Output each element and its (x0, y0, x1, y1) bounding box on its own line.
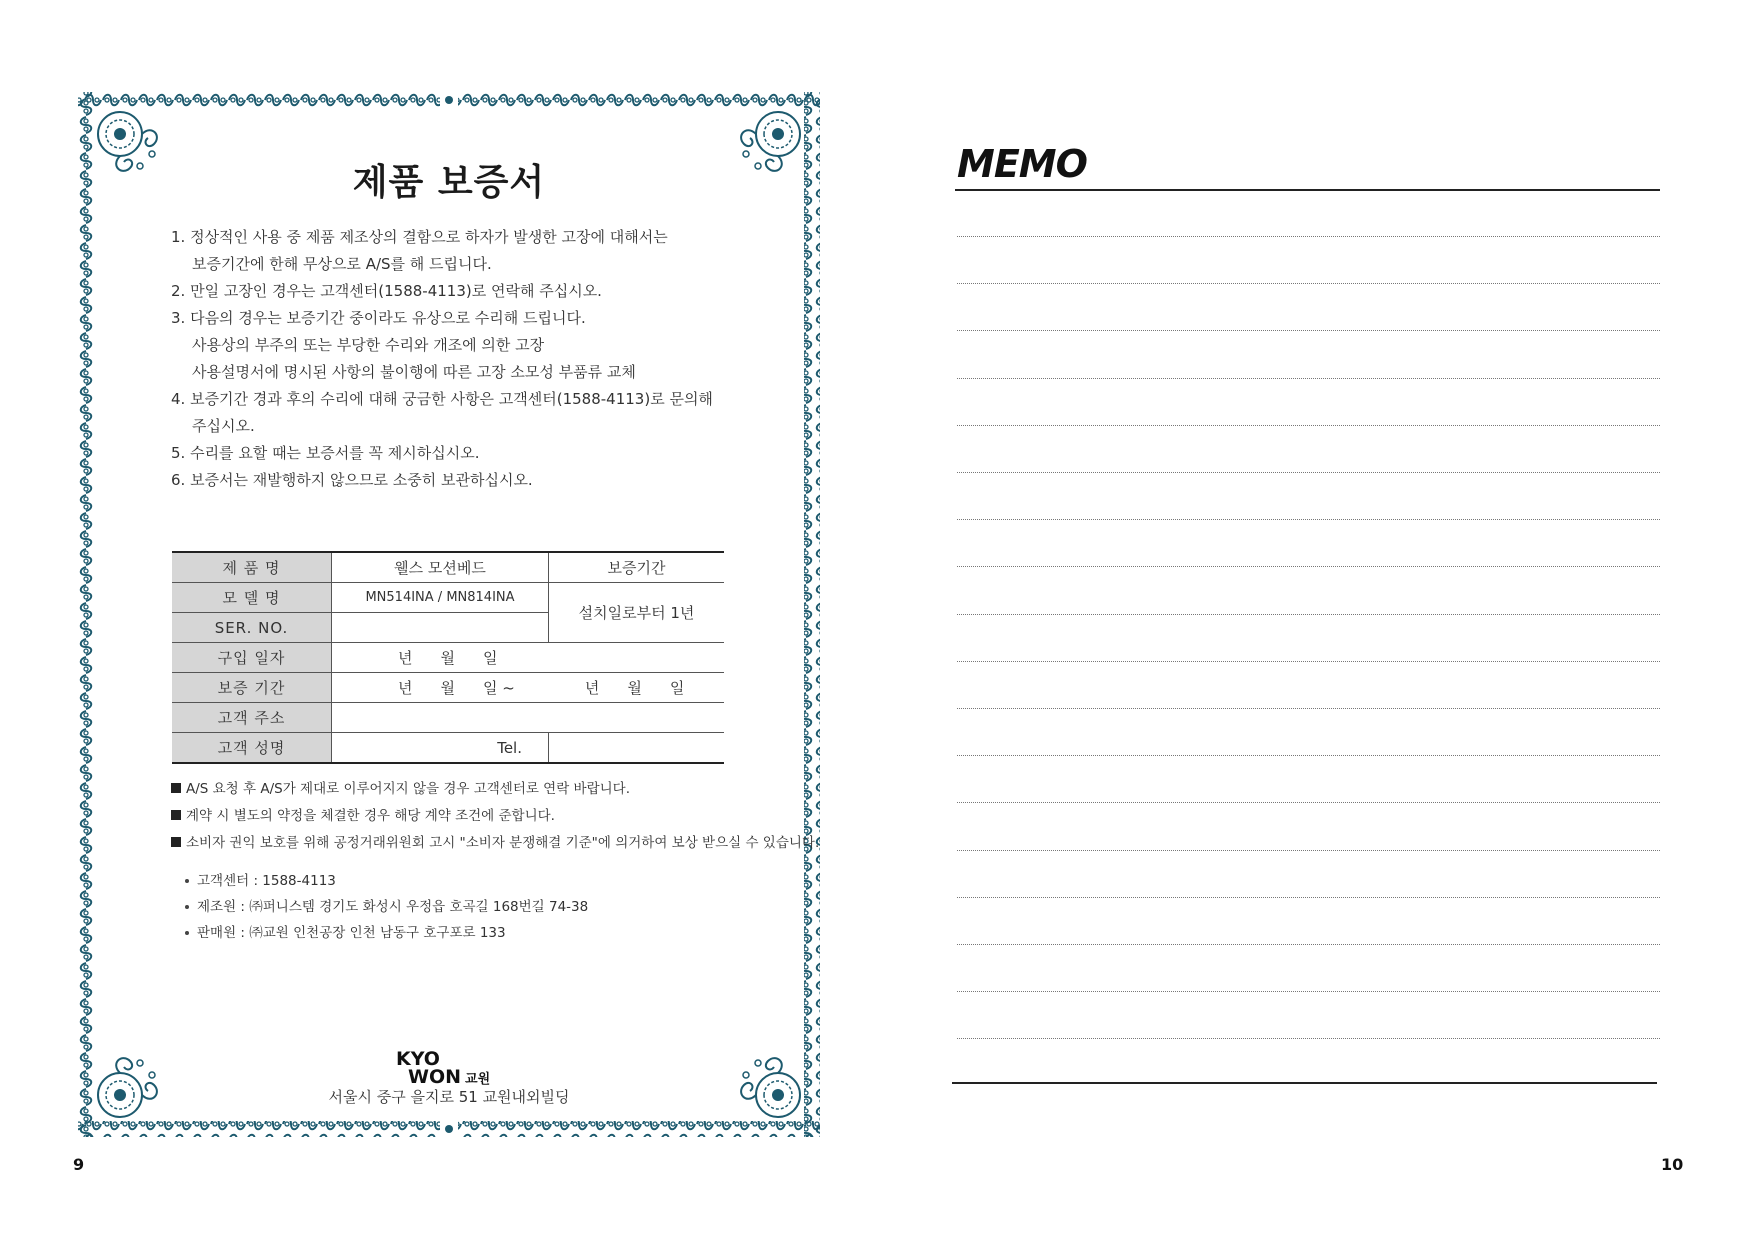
memo-writing-line[interactable] (957, 802, 1660, 803)
table-row (172, 673, 724, 703)
notice-text: 계약 시 별도의 약정을 체결한 경우 해당 계약 조건에 준합니다. (186, 808, 555, 824)
table-row (172, 703, 724, 733)
memo-writing-line[interactable] (957, 755, 1660, 756)
term-line: 3. 다음의 경우는 보증기간 중이라도 유상으로 수리해 드립니다. (171, 309, 586, 327)
memo-writing-line[interactable] (957, 519, 1660, 520)
day-text: 일 (483, 649, 498, 667)
bullet-icon (185, 905, 189, 909)
year-text: 년 (584, 679, 600, 697)
logo-korean: 교원 (465, 1072, 491, 1087)
page-number-left: 9 (73, 1155, 85, 1174)
kyowon-logo (396, 1050, 490, 1089)
product-name-value: 웰스 모션베드 (332, 552, 549, 583)
purchase-date-label: 구입 일자 (172, 643, 332, 673)
memo-writing-line[interactable] (957, 944, 1660, 945)
memo-writing-line[interactable] (957, 236, 1660, 237)
contact-text: 고객센터 : 1588-4113 (197, 873, 336, 889)
product-name-label: 제 품 명 (172, 552, 332, 583)
warranty-dates-label: 보증 기간 (172, 673, 332, 703)
day-text: 일 (669, 679, 685, 697)
company-address: 서울시 중구 을지로 51 교원내외빌딩 (328, 1088, 570, 1106)
notice-item (171, 830, 819, 857)
contact-text: 판매원 : ㈜교원 인천공장 인천 남동구 호구포로 133 (197, 925, 506, 941)
customer-address-label: 고객 주소 (172, 703, 332, 733)
table-row (172, 733, 724, 764)
term-line: 보증기간에 한해 무상으로 A/S를 해 드립니다. (192, 255, 492, 273)
term-line: 사용설명서에 명시된 사항의 불이행에 따른 고장 소모성 부품류 교체 (192, 363, 636, 381)
notices (171, 776, 819, 857)
year-text: 년 (398, 679, 413, 697)
day-text: 일 ~ (483, 679, 515, 697)
contact-item (185, 868, 588, 894)
month-text: 월 (627, 679, 642, 697)
memo-writing-line[interactable] (957, 991, 1660, 992)
square-bullet-icon (171, 837, 181, 847)
model-name-value: MN514INA / MN814INA (332, 583, 549, 613)
warranty-period-value: 설치일로부터 1년 (549, 583, 725, 643)
contact-item (185, 894, 588, 920)
logo-line-1: KYO (396, 1048, 440, 1070)
purchase-date-field[interactable] (332, 643, 725, 673)
serial-number-field[interactable] (332, 613, 549, 643)
customer-tel-field[interactable] (549, 733, 725, 764)
term-line: 6. 보증서는 재발행하지 않으므로 소중히 보관하십시오. (171, 471, 533, 489)
warranty-info-table (172, 551, 724, 764)
memo-title: MEMO (957, 142, 1087, 186)
term-line: 5. 수리를 요할 때는 보증서를 꼭 제시하십시오. (171, 444, 480, 462)
term-line: 주십시오. (192, 417, 255, 435)
logo-line-2: WON (408, 1066, 462, 1088)
notice-item (171, 803, 819, 830)
notice-text: 소비자 권익 보호를 위해 공정거래위원회 고시 "소비자 분쟁해결 기준"에 의거하여 보상 받으실 수 있습니다. (186, 835, 820, 851)
memo-writing-line[interactable] (957, 897, 1660, 898)
table-row (172, 643, 724, 673)
customer-address-field[interactable] (332, 703, 725, 733)
warranty-dates-field[interactable] (332, 673, 725, 703)
square-bullet-icon (171, 783, 181, 793)
memo-writing-line[interactable] (957, 661, 1660, 662)
memo-writing-line[interactable] (957, 708, 1660, 709)
month-text: 월 (440, 649, 455, 667)
page-number-right: 10 (1661, 1155, 1684, 1174)
model-name-label: 모 델 명 (172, 583, 332, 613)
contact-item (185, 920, 588, 946)
memo-writing-line[interactable] (957, 378, 1660, 379)
memo-writing-line[interactable] (957, 1038, 1660, 1039)
term-line: 4. 보증기간 경과 후의 수리에 대해 궁금한 사항은 고객센터(1588-4113)로 문의해 (171, 390, 713, 408)
bullet-icon (185, 931, 189, 935)
notice-text: A/S 요청 후 A/S가 제대로 이루어지지 않을 경우 고객센터로 연락 바랍니다. (186, 781, 631, 797)
term-line: 2. 만일 고장인 경우는 고객센터(1588-4113)로 연락해 주십시오. (171, 282, 602, 300)
table-row (172, 552, 724, 583)
memo-writing-line[interactable] (957, 566, 1660, 567)
term-line: 사용상의 부주의 또는 부당한 수리와 개조에 의한 고장 (192, 336, 545, 354)
warranty-certificate (78, 92, 820, 1137)
memo-title-rule (955, 189, 1660, 191)
month-text: 월 (440, 679, 455, 697)
memo-writing-line[interactable] (957, 425, 1660, 426)
memo-writing-line[interactable] (957, 472, 1660, 473)
customer-name-field[interactable] (332, 733, 549, 764)
memo-bottom-rule (952, 1082, 1657, 1084)
warranty-terms (171, 224, 771, 494)
contact-text: 제조원 : ㈜퍼니스템 경기도 화성시 우정읍 호곡길 168번길 74-38 (197, 899, 589, 915)
certificate-title: 제품 보증서 (352, 162, 546, 203)
memo-writing-line[interactable] (957, 850, 1660, 851)
customer-name-label: 고객 성명 (172, 733, 332, 764)
memo-writing-line[interactable] (957, 283, 1660, 284)
contact-info (185, 868, 588, 946)
serial-number-label: SER. NO. (172, 613, 332, 643)
memo-writing-line[interactable] (957, 614, 1660, 615)
tel-label: Tel. (497, 738, 522, 757)
year-text: 년 (398, 649, 413, 667)
table-row (172, 583, 724, 613)
term-line: 1. 정상적인 사용 중 제품 제조상의 결함으로 하자가 발생한 고장에 대해서는 (171, 228, 668, 246)
bullet-icon (185, 879, 189, 883)
notice-item (171, 776, 819, 803)
warranty-period-header: 보증기간 (549, 552, 725, 583)
square-bullet-icon (171, 810, 181, 820)
memo-writing-line[interactable] (957, 330, 1660, 331)
